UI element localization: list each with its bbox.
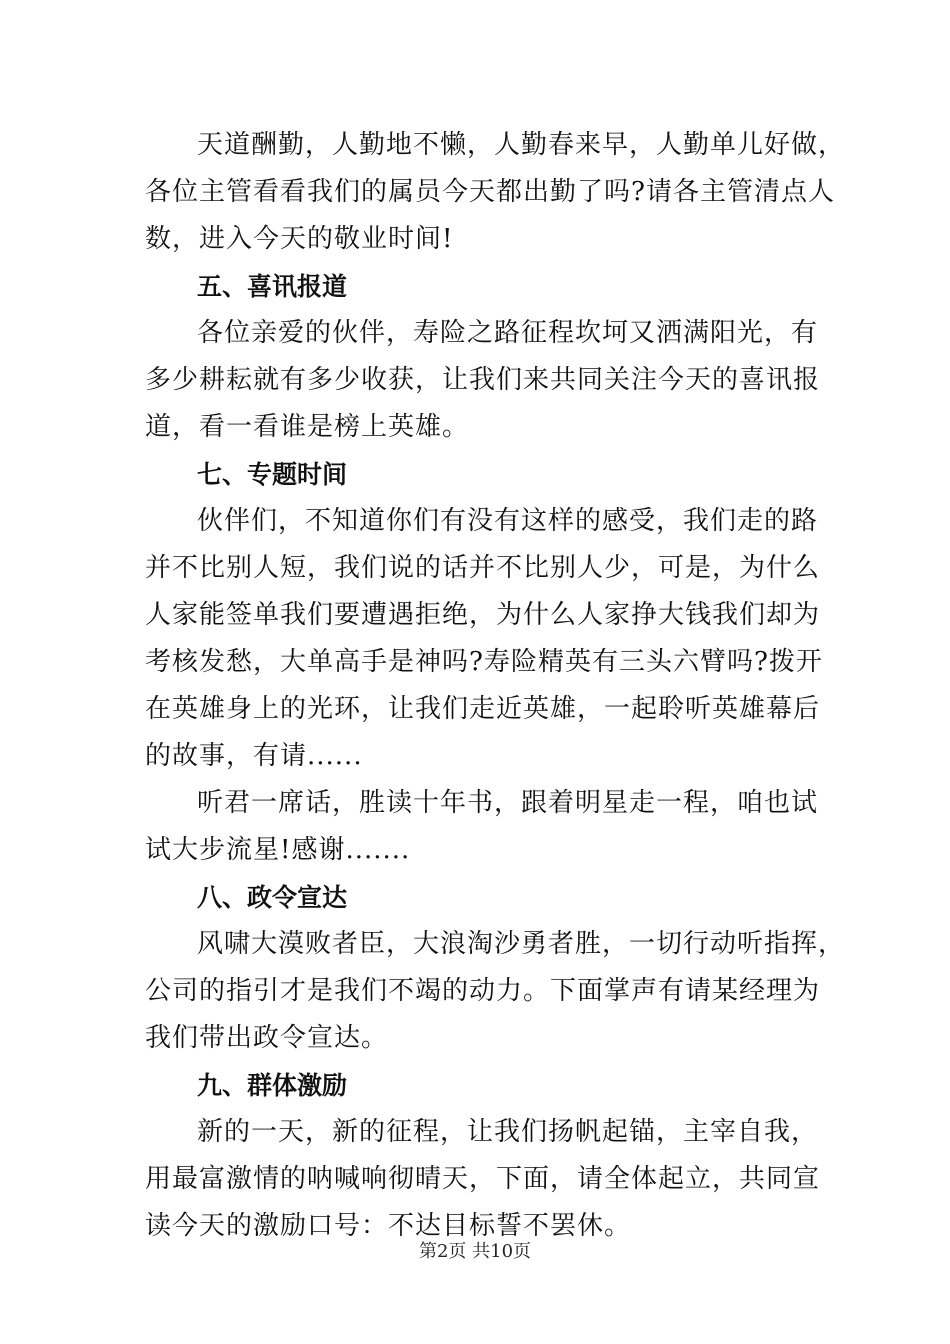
paragraph-line: 天道酬勤，人勤地不懒，人勤春来早，人勤单儿好做， xyxy=(197,130,846,160)
section-heading: 八、政令宣达 xyxy=(197,883,348,912)
paragraph-line: 数，进入今天的敬业时间! xyxy=(145,224,454,254)
paragraph-line: 公司的指引才是我们不竭的动力。下面掌声有请某经理为 xyxy=(145,976,821,1006)
paragraph-line: 风啸大漠败者臣，大浪淘沙勇者胜，一切行动听指挥， xyxy=(197,929,846,959)
paragraph-line: 多少耕耘就有多少收获，让我们来共同关注今天的喜讯报 xyxy=(145,365,821,395)
paragraph-line: 各位主管看看我们的属员今天都出勤了吗?请各主管清点人 xyxy=(145,177,835,207)
section-heading: 七、专题时间 xyxy=(197,460,348,489)
paragraph-line: 道，看一看谁是榜上英雄。 xyxy=(145,412,470,442)
paragraph-line: 听君一席话，胜读十年书，跟着明星走一程，咱也试 xyxy=(197,788,819,818)
paragraph-line: 试大步流星!感谢....... xyxy=(145,835,411,865)
paragraph-line: 考核发愁，大单高手是神吗?寿险精英有三头六臂吗?拨开 xyxy=(145,647,823,677)
paragraph-line: 我们带出政令宣达。 xyxy=(145,1023,389,1053)
paragraph-line: 并不比别人短，我们说的话并不比别人少，可是，为什么 xyxy=(145,553,821,583)
paragraph-line: 用最富激情的呐喊响彻晴天，下面，请全体起立，共同宣 xyxy=(145,1164,821,1194)
page-footer: 第2页 共10页 xyxy=(418,1241,532,1262)
paragraph-line: 的故事，有请...... xyxy=(145,741,363,771)
paragraph-line: 在英雄身上的光环，让我们走近英雄，一起聆听英雄幕后 xyxy=(145,694,821,724)
paragraph-line: 读今天的激励口号：不达目标誓不罢休。 xyxy=(145,1211,632,1241)
paragraph-line: 伙伴们，不知道你们有没有这样的感受，我们走的路 xyxy=(197,506,819,536)
document-body xyxy=(145,122,846,1250)
paragraph-line: 各位亲爱的伙伴，寿险之路征程坎坷又洒满阳光，有 xyxy=(197,318,819,348)
section-heading: 五、喜讯报道 xyxy=(197,272,348,301)
paragraph-line: 人家能签单我们要遭遇拒绝，为什么人家挣大钱我们却为 xyxy=(145,600,821,630)
paragraph-line: 新的一天，新的征程，让我们扬帆起锚，主宰自我， xyxy=(197,1117,819,1147)
section-heading: 九、群体激励 xyxy=(197,1071,348,1100)
